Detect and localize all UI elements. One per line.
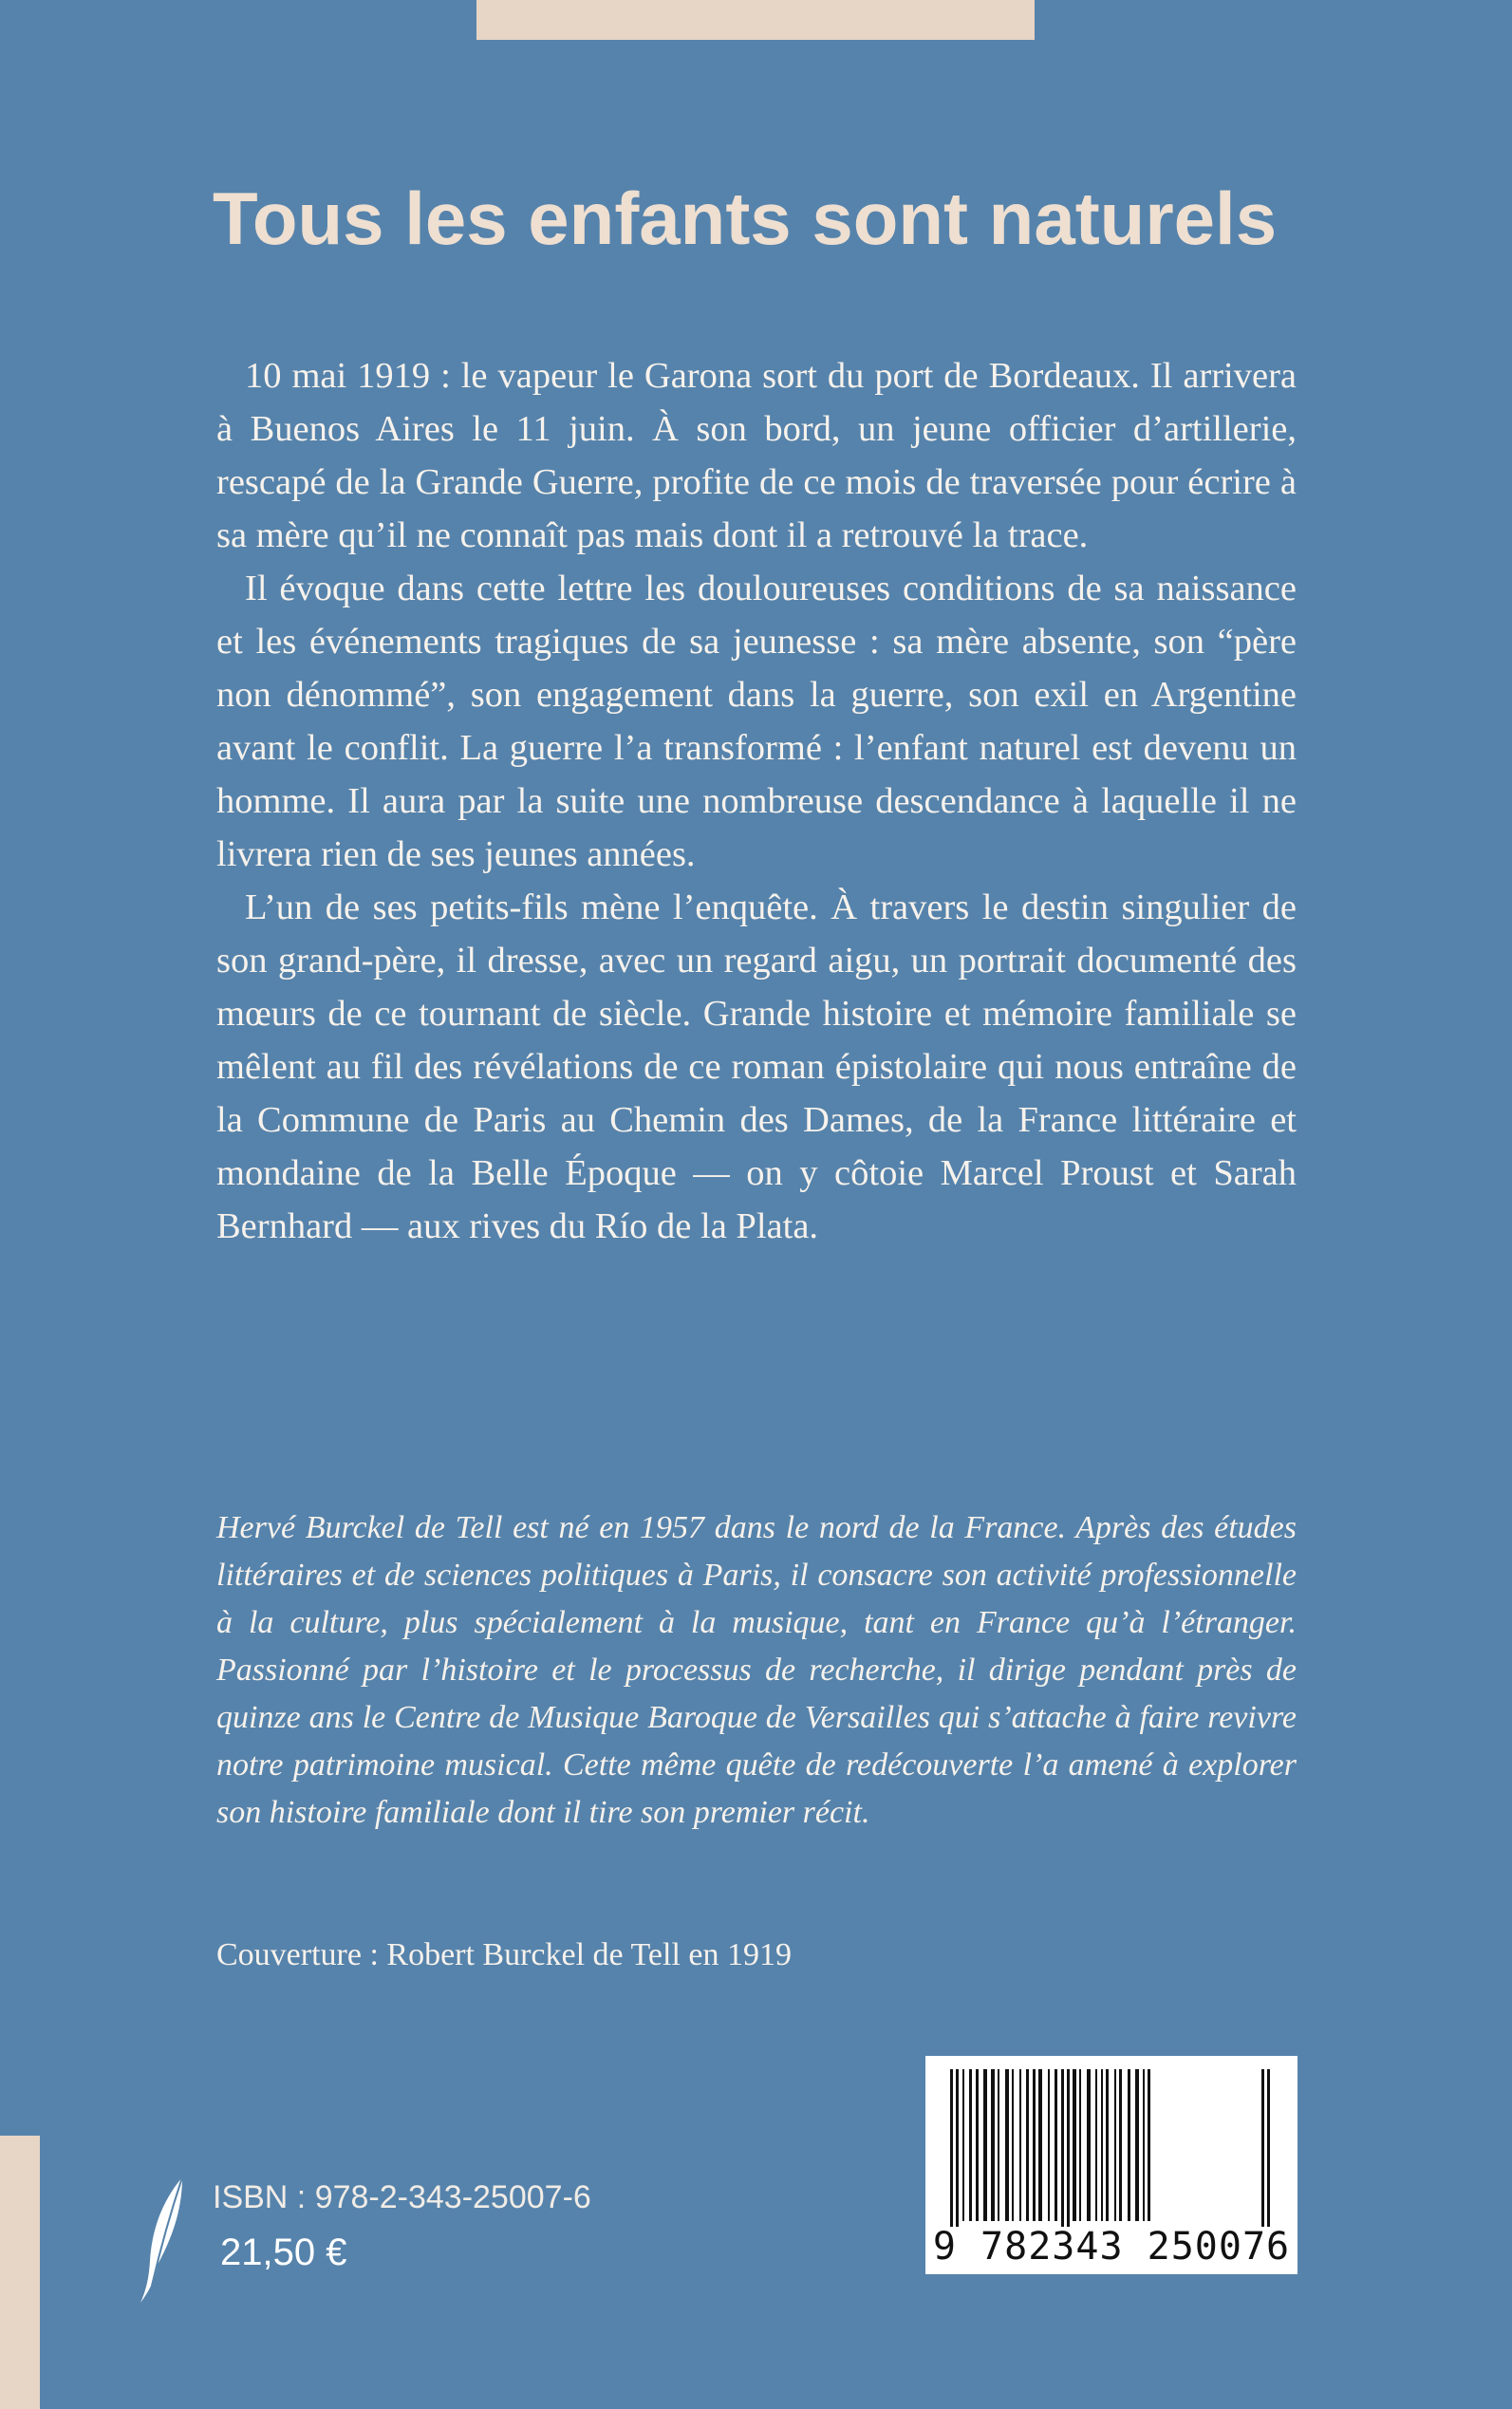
left-accent-band	[0, 2136, 40, 2409]
barcode-bar	[1267, 2069, 1270, 2227]
barcode-bars	[950, 2069, 1273, 2227]
barcode-bar	[1261, 2069, 1264, 2227]
barcode-bar	[1095, 2069, 1097, 2221]
barcode-bar	[1128, 2069, 1130, 2221]
barcode-bar	[950, 2069, 953, 2227]
barcode-bar	[1114, 2069, 1116, 2221]
barcode-bar	[1033, 2069, 1036, 2221]
barcode-bar	[1061, 2069, 1064, 2227]
book-title: Tous les enfants sont naturels	[213, 177, 1278, 260]
barcode-bar	[1135, 2069, 1139, 2221]
barcode-bar	[956, 2069, 959, 2227]
summary-paragraph: Il évoque dans cette lettre les douloureuses conditions de sa naissance et les événements tragiques de sa jeunesse : sa mère absente, son “père non dénommé”, son engagement dans la guerre, son exil en Argentine avant le conflit. La guerre l’a transformé : l’enfant naturel est devenu un homme. Il aura par la suite une nombreuse descendance à laquelle il ne livrera rien de ses jeunes années.	[216, 569, 1297, 874]
top-accent-band	[476, 0, 1035, 40]
barcode	[925, 2056, 1297, 2274]
barcode-bar	[1148, 2069, 1150, 2221]
barcode-bar	[1079, 2069, 1081, 2221]
barcode-bar	[969, 2069, 972, 2221]
barcode-bar	[1143, 2069, 1145, 2221]
barcode-bar	[1012, 2069, 1014, 2221]
book-summary	[216, 349, 1297, 1253]
barcode-bar	[1038, 2069, 1042, 2221]
barcode-bar	[1073, 2069, 1076, 2221]
barcode-bar	[991, 2069, 995, 2221]
barcode-bar	[1087, 2069, 1091, 2221]
summary-paragraph: L’un de ses petits-fils mène l’enquête. À travers le destin singulier de son grand-père, il dresse, avec un regard aigu, un portrait documenté des mœurs de ce tournant de siècle. Grande histoire et mémoire familiale se mêlent au fil des révélations de ce roman épistolaire qui nous entraîne de la Commune de Paris au Chemin des Dames, de la France littéraire et mondaine de la Belle Époque — on y côtoie Marcel Proust et Sarah Bernhard — aux rives du Río de la Plata.	[216, 887, 1297, 1246]
cover-credit: Couverture : Robert Burckel de Tell en 1919	[216, 1937, 793, 1972]
barcode-bar	[976, 2069, 979, 2221]
author-bio: Hervé Burckel de Tell est né en 1957 dans le nord de la France. Après des études littéraires et de sciences politiques à Paris, il consacre son activité professionnelle à la culture, plus spécialement à la musique, tant en France qu’à l’étranger. Passionné par l’histoire et le processus de recherche, il dirige pendant près de quinze ans le Centre de Musique Baroque de Versailles qui s’attache à faire revivre notre patrimoine musical. Cette même quête de redécouverte l’a amené à explorer son histoire familiale dont il tire son premier récit.	[216, 1510, 1297, 1830]
barcode-bar	[1005, 2069, 1009, 2221]
barcode-bar	[983, 2069, 987, 2221]
barcode-bar	[1026, 2069, 1029, 2221]
barcode-bar	[962, 2069, 964, 2221]
price-label: 21,50 €	[220, 2232, 347, 2273]
barcode-bar	[1055, 2069, 1057, 2221]
isbn-label: ISBN : 978-2-343-25007-6	[213, 2179, 591, 2215]
barcode-bar	[1101, 2069, 1103, 2221]
barcode-bar	[998, 2069, 999, 2221]
barcode-bar	[1106, 2069, 1109, 2221]
barcode-bar	[1067, 2069, 1070, 2227]
feather-icon	[133, 2174, 199, 2306]
barcode-bar	[1048, 2069, 1050, 2221]
summary-paragraph: 10 mai 1919 : le vapeur le Garona sort du port de Bordeaux. Il arrivera à Buenos Aires le 11 juin. À son bord, un jeune officier d’artillerie, rescapé de la Grande Guerre, profite de ce mois de traversée pour écrire à sa mère qu’il ne connaît pas mais dont il a retrouvé la trace.	[216, 356, 1297, 555]
barcode-bar	[1019, 2069, 1021, 2221]
barcode-bar	[1119, 2069, 1122, 2221]
barcode-number: 9 782343 250076	[932, 2225, 1291, 2269]
